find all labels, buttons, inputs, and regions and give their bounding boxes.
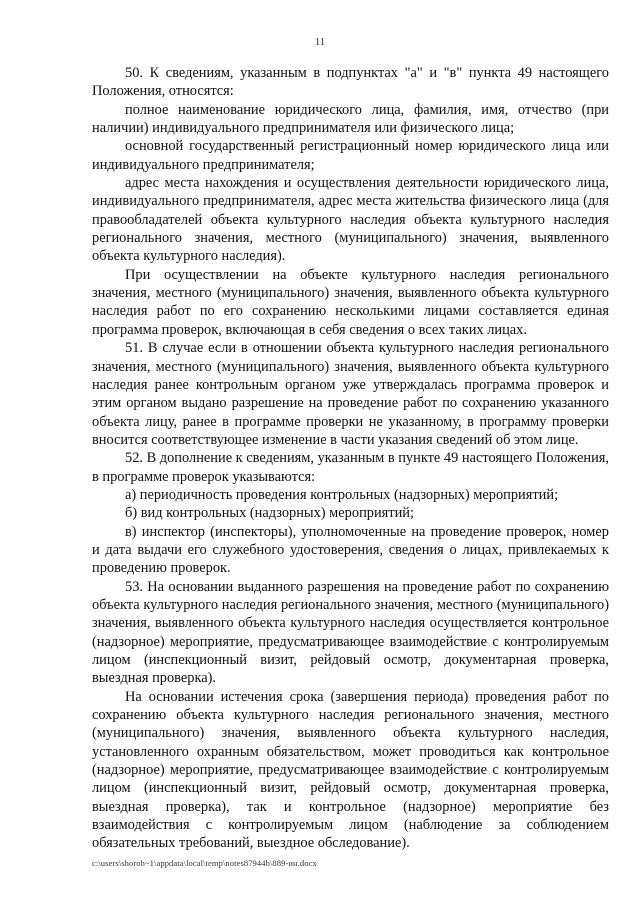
paragraph-51: 51. В случае если в отношении объекта культурного наследия регионального значения, местного (муниципального) значения, выявленного объекта культурного наследия ранее контрольным органом уже утверждалась программа проверок и этим органом выдано разрешение на проведение работ по сохранению указанного объекта лицу, ранее в программе проверки не указанному, в программу проверки вносится соответствующее изменение в части указания сведений об этом лице. [92, 340, 609, 448]
document-body [92, 64, 609, 853]
paragraph-52-c: в) инспектор (инспекторы), уполномоченные на проведение проверок, номер и дата выдачи его служебного удостоверения, сведения о лицах, привлекаемых к проведению проверок. [92, 523, 609, 577]
paragraph-50-registration-number: основной государственный регистрационный номер юридического лица или индивидуального предпринимателя; [92, 138, 609, 173]
paragraph-50-intro: 50. К сведениям, указанным в подпунктах "а" и "в" пункта 49 настоящего Положения, относятся: [92, 65, 609, 100]
paragraph-53: 53. На основании выданного разрешения на проведение работ по сохранению объекта культурного наследия регионального значения, местного (муниципального) значения, выявленного объекта культурного наследия осуществляется контрольное (надзорное) мероприятие, предусматривающее взаимодействие с контролируемым лицом (инспекционный визит, рейдовый осмотр, документарная проверка, выездная проверка). [92, 578, 609, 687]
paragraph-50-multiple-persons: При осуществлении на объекте культурного наследия регионального значения, местного (муниципального) значения, выявленного объекта культурного наследия работ по его сохранению несколькими лицами составляется единая программа проверок, включающая в себя сведения о всех таких лицах. [92, 266, 609, 338]
paragraph-52-b: б) вид контрольных (надзорных) мероприятий; [125, 505, 414, 522]
paragraph-53-expiry: На основании истечения срока (завершения периода) проведения работ по сохранению объекта культурного наследия регионального значения, местного (муниципального) значения, выявленного объекта культурного наследия, установленного охранным обязательством, может проводиться как контрольное (надзорное) мероприятие, предусматривающее взаимодействие с контролируемым лицом (инспекционный визит, рейдовый осмотр, документарная проверка, выездная проверка), так и контрольное (надзорное) мероприятие без взаимодействия с контролируемым лицом (наблюдение за соблюдением обязательных требований, выездное обследование). [92, 688, 609, 852]
paragraph-50-address: адрес места нахождения и осуществления деятельности юридического лица, индивидуального предпринимателя, адрес места жительства физического лица (для правообладателей объекта культурного наследия объекта культурного наследия регионального значения, местного (муниципального) значения, выявленного объекта культурного наследия). [92, 175, 609, 265]
footer-file-path: c:\users\shoroh~1\appdata\local\temp\notes87944b\889-ин.docx [92, 858, 317, 868]
paragraph-50-full-name: полное наименование юридического лица, фамилия, имя, отчество (при наличии) индивидуального предпринимателя или физического лица; [92, 101, 609, 137]
page-number: 11 [314, 36, 326, 48]
paragraph-52-intro: 52. В дополнение к сведениям, указанным в пункте 49 настоящего Положения, в программе проверок указываются: [92, 450, 609, 485]
paragraph-52-a: а) периодичность проведения контрольных (надзорных) мероприятий; [125, 486, 559, 503]
